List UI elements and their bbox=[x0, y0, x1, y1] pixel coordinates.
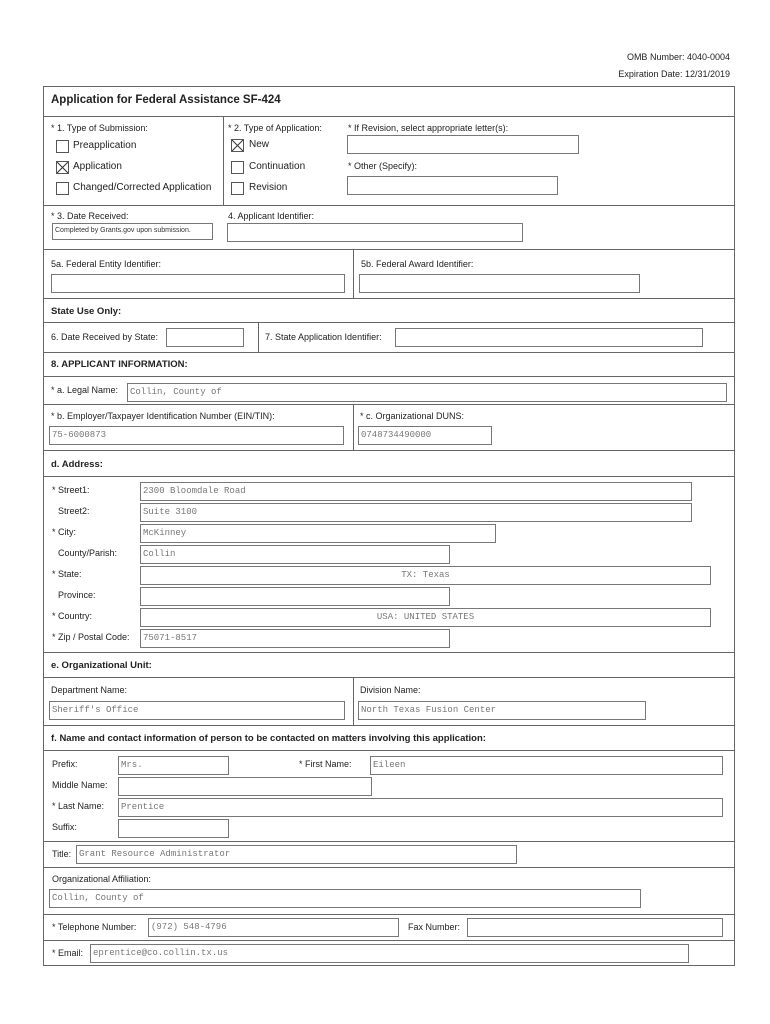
revision-label: Revision bbox=[249, 182, 288, 193]
first-name-label: * First Name: bbox=[299, 759, 352, 769]
omb-number: OMB Number: 4040-0004 bbox=[626, 52, 730, 62]
applicant-identifier-field[interactable] bbox=[227, 223, 523, 242]
department-label: Department Name: bbox=[51, 685, 128, 695]
changed-corrected-checkbox[interactable] bbox=[56, 182, 69, 195]
email-field[interactable]: eprentice@co.collin.tx.us bbox=[90, 944, 689, 963]
affiliation-label: Organizational Affiliation: bbox=[52, 874, 151, 884]
department-field[interactable]: Sheriff's Office bbox=[49, 701, 345, 720]
state-use-heading: State Use Only: bbox=[51, 306, 122, 317]
divider bbox=[43, 205, 735, 206]
street1-label: * Street1: bbox=[52, 485, 90, 495]
revision-letter-field[interactable] bbox=[347, 135, 579, 154]
divider bbox=[43, 352, 735, 353]
last-name-field[interactable]: Prentice bbox=[118, 798, 723, 817]
fax-field[interactable] bbox=[467, 918, 723, 937]
email-label: * Email: bbox=[52, 948, 84, 958]
continuation-label: Continuation bbox=[249, 161, 306, 172]
suffix-label: Suffix: bbox=[52, 822, 77, 832]
zip-field[interactable]: 75071-8517 bbox=[140, 629, 450, 648]
state-application-id-field[interactable] bbox=[395, 328, 703, 347]
divider bbox=[43, 914, 735, 915]
state-application-id-label: 7. State Application Identifier: bbox=[265, 332, 382, 342]
street1-field[interactable]: 2300 Bloomdale Road bbox=[140, 482, 692, 501]
divider bbox=[43, 116, 735, 117]
divider bbox=[43, 750, 735, 751]
duns-field[interactable]: 0748734490000 bbox=[358, 426, 492, 445]
middle-name-label: Middle Name: bbox=[52, 780, 108, 790]
province-label: Province: bbox=[58, 590, 96, 600]
new-checkbox[interactable] bbox=[231, 139, 244, 152]
divider bbox=[43, 450, 735, 451]
divider bbox=[43, 476, 735, 477]
form-title: Application for Federal Assistance SF-424 bbox=[51, 94, 281, 106]
legal-name-label: * a. Legal Name: bbox=[51, 385, 119, 395]
divider bbox=[43, 940, 735, 941]
federal-award-field[interactable] bbox=[359, 274, 640, 293]
address-heading: d. Address: bbox=[51, 459, 103, 470]
divider bbox=[353, 249, 354, 298]
telephone-label: * Telephone Number: bbox=[52, 922, 137, 932]
telephone-field[interactable]: (972) 548-4796 bbox=[148, 918, 399, 937]
divider bbox=[43, 298, 735, 299]
federal-entity-field[interactable] bbox=[51, 274, 345, 293]
checked-x-icon bbox=[232, 140, 243, 151]
applicant-identifier-label: 4. Applicant Identifier: bbox=[228, 211, 315, 221]
suffix-field[interactable] bbox=[118, 819, 229, 838]
revision-letter-label: * If Revision, select appropriate letter(s): bbox=[348, 123, 509, 133]
county-field[interactable]: Collin bbox=[140, 545, 450, 564]
org-unit-heading: e. Organizational Unit: bbox=[51, 660, 152, 671]
other-specify-label: * Other (Specify): bbox=[348, 161, 418, 171]
ein-label: * b. Employer/Taxpayer Identification Number (EIN/TIN): bbox=[51, 411, 275, 421]
date-received-state-label: 6. Date Received by State: bbox=[51, 332, 159, 342]
revision-checkbox[interactable] bbox=[231, 182, 244, 195]
expiration-date: Expiration Date: 12/31/2019 bbox=[618, 69, 730, 79]
divider bbox=[258, 322, 259, 352]
divider bbox=[353, 404, 354, 450]
city-field[interactable]: McKinney bbox=[140, 524, 496, 543]
country-label: * Country: bbox=[52, 611, 93, 621]
divider bbox=[43, 841, 735, 842]
province-field[interactable] bbox=[140, 587, 450, 606]
fax-label: Fax Number: bbox=[408, 922, 461, 932]
middle-name-field[interactable] bbox=[118, 777, 372, 796]
prefix-label: Prefix: bbox=[52, 759, 78, 769]
application-checkbox[interactable] bbox=[56, 161, 69, 174]
date-received-label: * 3. Date Received: bbox=[51, 211, 129, 221]
legal-name-field[interactable]: Collin, County of bbox=[127, 383, 727, 402]
other-specify-field[interactable] bbox=[347, 176, 558, 195]
country-field[interactable]: USA: UNITED STATES bbox=[140, 608, 711, 627]
preapplication-checkbox[interactable] bbox=[56, 140, 69, 153]
title-field[interactable]: Grant Resource Administrator bbox=[76, 845, 517, 864]
affiliation-field[interactable]: Collin, County of bbox=[49, 889, 641, 908]
title-label: Title: bbox=[52, 849, 72, 859]
division-field[interactable]: North Texas Fusion Center bbox=[358, 701, 646, 720]
divider bbox=[43, 249, 735, 250]
continuation-checkbox[interactable] bbox=[231, 161, 244, 174]
divider bbox=[43, 322, 735, 323]
divider bbox=[43, 376, 735, 377]
duns-label: * c. Organizational DUNS: bbox=[360, 411, 465, 421]
state-field[interactable]: TX: Texas bbox=[140, 566, 711, 585]
new-label: New bbox=[249, 139, 270, 150]
street2-label: Street2: bbox=[58, 506, 90, 516]
county-label: County/Parish: bbox=[58, 548, 118, 558]
federal-award-label: 5b. Federal Award Identifier: bbox=[361, 259, 474, 269]
date-received-state-field[interactable] bbox=[166, 328, 244, 347]
divider bbox=[43, 404, 735, 405]
street2-field[interactable]: Suite 3100 bbox=[140, 503, 692, 522]
checked-x-icon bbox=[57, 162, 68, 173]
divider bbox=[43, 725, 735, 726]
contact-heading: f. Name and contact information of person to be contacted on matters involving this application: bbox=[51, 733, 486, 744]
application-type-label: * 2. Type of Application: bbox=[228, 123, 322, 133]
first-name-field[interactable]: Eileen bbox=[370, 756, 723, 775]
ein-field[interactable]: 75-6000873 bbox=[49, 426, 344, 445]
changed-corrected-label: Changed/Corrected Application bbox=[73, 182, 212, 193]
federal-entity-label: 5a. Federal Entity Identifier: bbox=[51, 259, 162, 269]
divider bbox=[43, 677, 735, 678]
zip-label: * Zip / Postal Code: bbox=[52, 632, 130, 642]
application-label: Application bbox=[73, 161, 122, 172]
divider bbox=[43, 867, 735, 868]
divider bbox=[223, 116, 224, 205]
preapplication-label: Preapplication bbox=[73, 140, 137, 151]
state-label: * State: bbox=[52, 569, 82, 579]
divider bbox=[43, 652, 735, 653]
divider bbox=[353, 677, 354, 725]
prefix-field[interactable]: Mrs. bbox=[118, 756, 229, 775]
last-name-label: * Last Name: bbox=[52, 801, 105, 811]
city-label: * City: bbox=[52, 527, 77, 537]
applicant-info-heading: 8. APPLICANT INFORMATION: bbox=[51, 359, 188, 370]
submission-type-label: * 1. Type of Submission: bbox=[51, 123, 148, 133]
date-received-note: Completed by Grants.gov upon submission. bbox=[52, 223, 213, 240]
division-label: Division Name: bbox=[360, 685, 421, 695]
